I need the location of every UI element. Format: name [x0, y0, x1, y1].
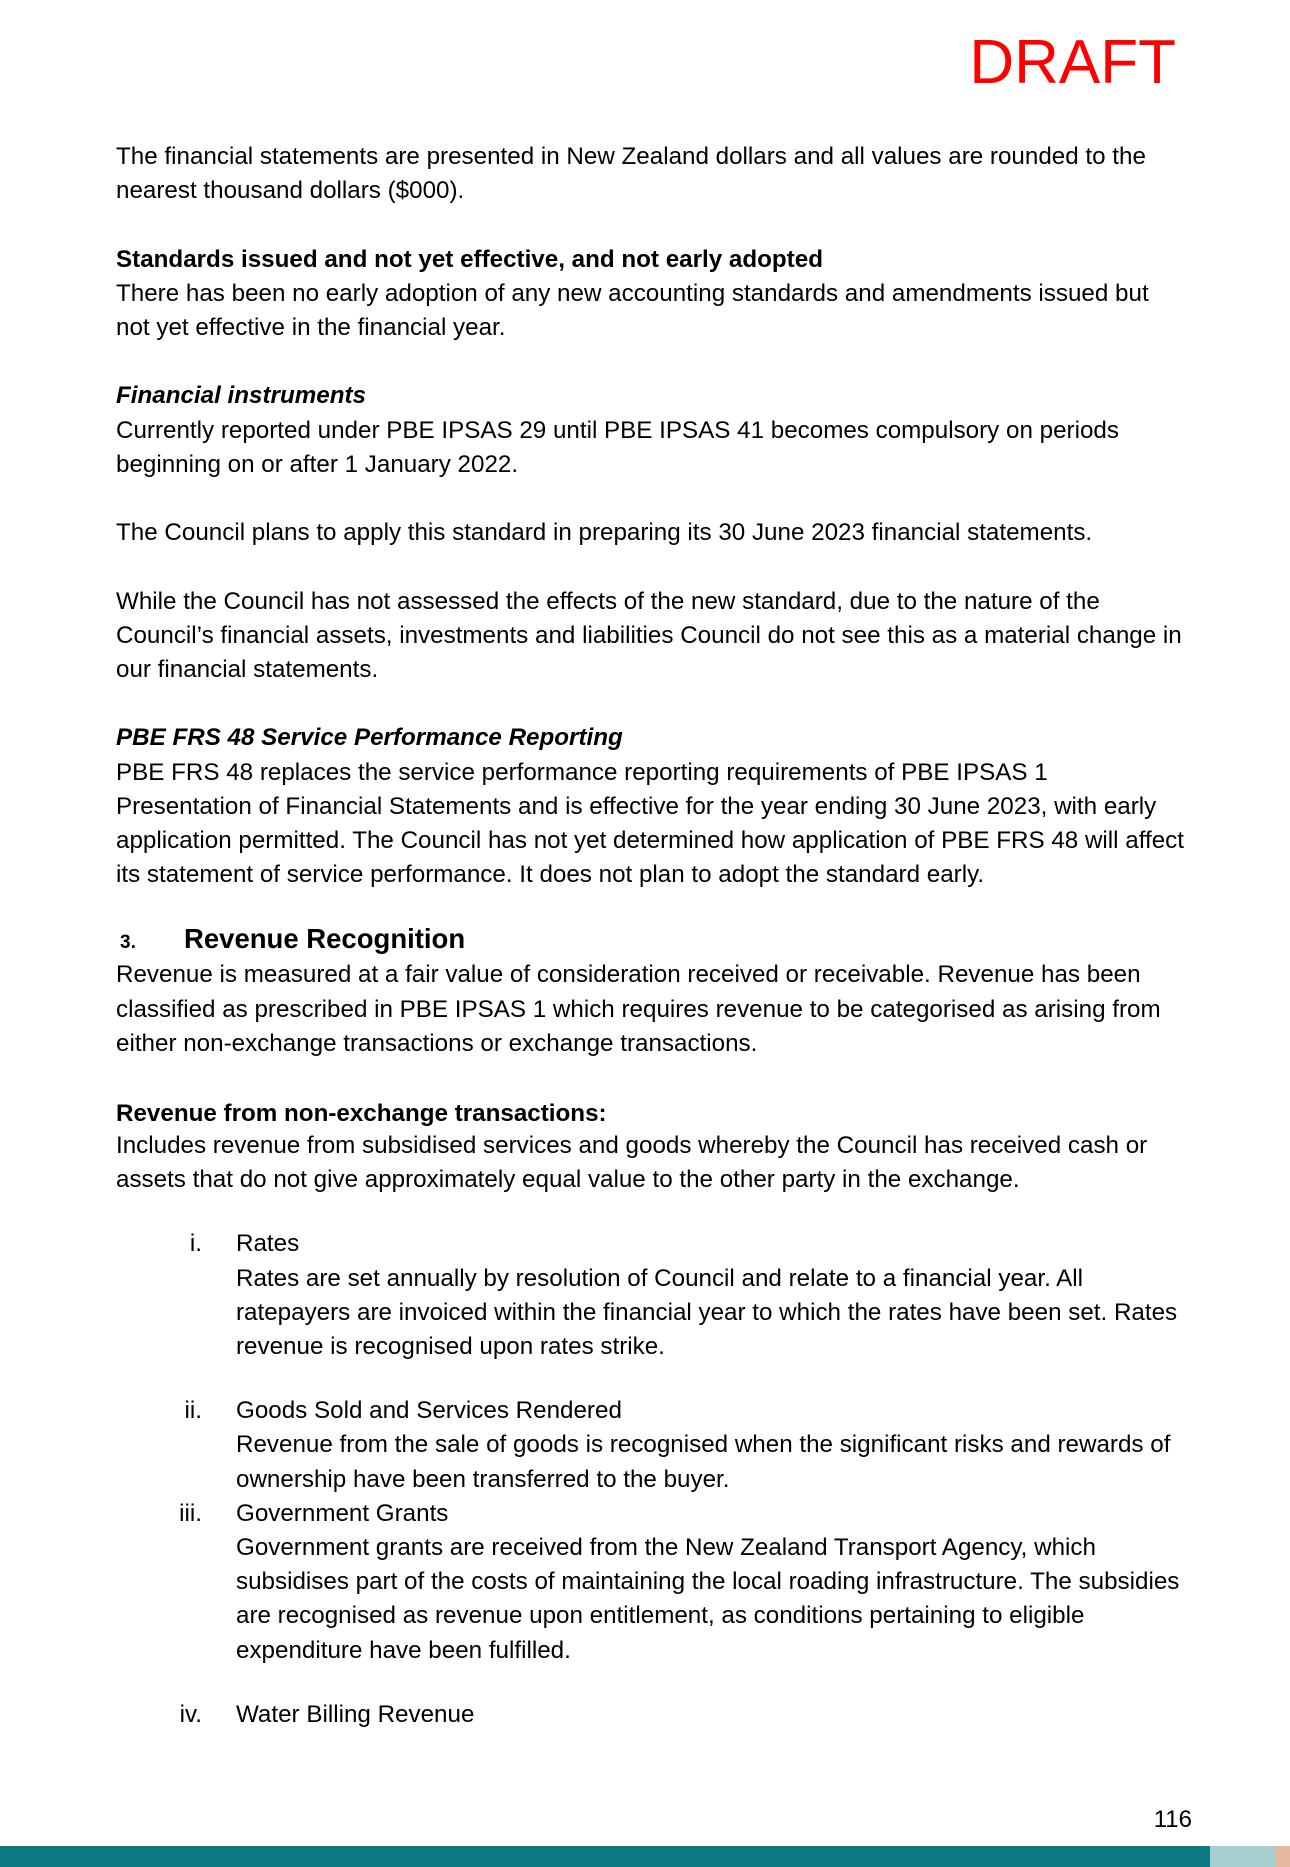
pbe-frs-48-paragraph: PBE FRS 48 replaces the service performance reporting requirements of PBE IPSAS 1 Presentation of Financial Statements and is effective for the year ending 30 June 2023, with early application permitted. The Council has not yet determined how application of PBE FRS 48 will affect its statement of service performance. It does not plan to adopt the standard early. [116, 758, 1184, 889]
list-item-number: ii. [184, 1397, 202, 1425]
footer-accent-peach [1276, 1846, 1290, 1867]
list-item-body: Revenue from the sale of goods is recognised when the significant risks and rewards of ownership have been transferred to the buyer. [236, 1431, 1171, 1493]
list-item-body: Government grants are received from the New Zealand Transport Agency, which subsidises part of the costs of maintaining the local roading infrastructure. The subsidies are recognised as revenue upon entitlement, as conditions pertaining to eligible expenditure have been fulfilled. [236, 1534, 1180, 1664]
list-item-title: Goods Sold and Services Rendered [236, 1397, 622, 1425]
financial-instruments-paragraph-1: Currently reported under PBE IPSAS 29 until PBE IPSAS 41 becomes compulsory on periods beginning on or after 1 January 2022. [116, 416, 1119, 478]
financial-instruments-heading: Financial instruments [116, 382, 366, 410]
list-item [116, 1497, 1186, 1668]
section-number: 3. [120, 932, 136, 954]
list-item-number: iii. [179, 1499, 202, 1527]
list-item-title: Water Billing Revenue [236, 1700, 475, 1728]
revenue-types-list [116, 1227, 1186, 1732]
revenue-recognition-paragraph: Revenue is measured at a fair value of consideration received or receivable. Revenue has been classified as prescribed in PBE IPSAS 1 which requires revenue to be categorised as arising from either non-exchange transactions or exchange transactions. [116, 961, 1161, 1057]
list-item-number: i. [189, 1230, 202, 1258]
footer-accent-light [1210, 1846, 1276, 1867]
document-body [116, 140, 1186, 1732]
page-number: 116 [1153, 1806, 1192, 1833]
intro-paragraph: The financial statements are presented in New Zealand dollars and all values are rounded to the nearest thousand dollars ($000). [116, 143, 1146, 205]
standards-paragraph: There has been no early adoption of any new accounting standards and amendments issued but not yet effective in the financial year. [116, 279, 1149, 341]
section-3-heading [116, 922, 1186, 958]
financial-instruments-paragraph-2: The Council plans to apply this standard in preparing its 30 June 2023 financial statements. [116, 519, 1093, 547]
non-exchange-heading: Revenue from non-exchange transactions: [116, 1100, 607, 1127]
section-title: Revenue Recognition [184, 923, 466, 955]
list-item [116, 1394, 1186, 1497]
financial-instruments-paragraph-3: While the Council has not assessed the effects of the new standard, due to the nature of the Council’s financial assets, investments and liabilities Council do not see this as a material change in our financial statements. [116, 587, 1182, 683]
list-item-title: Rates [236, 1230, 300, 1258]
list-item-title: Government Grants [236, 1499, 449, 1527]
list-item-body: Rates are set annually by resolution of Council and relate to a financial year. All ratepayers are invoiced within the financial year to which the rates have been set. Rates revenue is recognised upon rates strike. [236, 1264, 1178, 1361]
list-item [116, 1698, 1186, 1732]
list-item-number: iv. [179, 1700, 202, 1728]
non-exchange-paragraph: Includes revenue from subsidised services and goods whereby the Council has received cash or assets that do not give approximately equal value to the other party in the exchange. [116, 1132, 1148, 1194]
list-item [116, 1227, 1186, 1364]
standards-heading: Standards issued and not yet effective, and not early adopted [116, 245, 823, 273]
footer-bar [0, 1846, 1210, 1867]
draft-watermark: DRAFT [969, 28, 1176, 97]
pbe-frs-48-heading: PBE FRS 48 Service Performance Reporting [116, 724, 623, 752]
